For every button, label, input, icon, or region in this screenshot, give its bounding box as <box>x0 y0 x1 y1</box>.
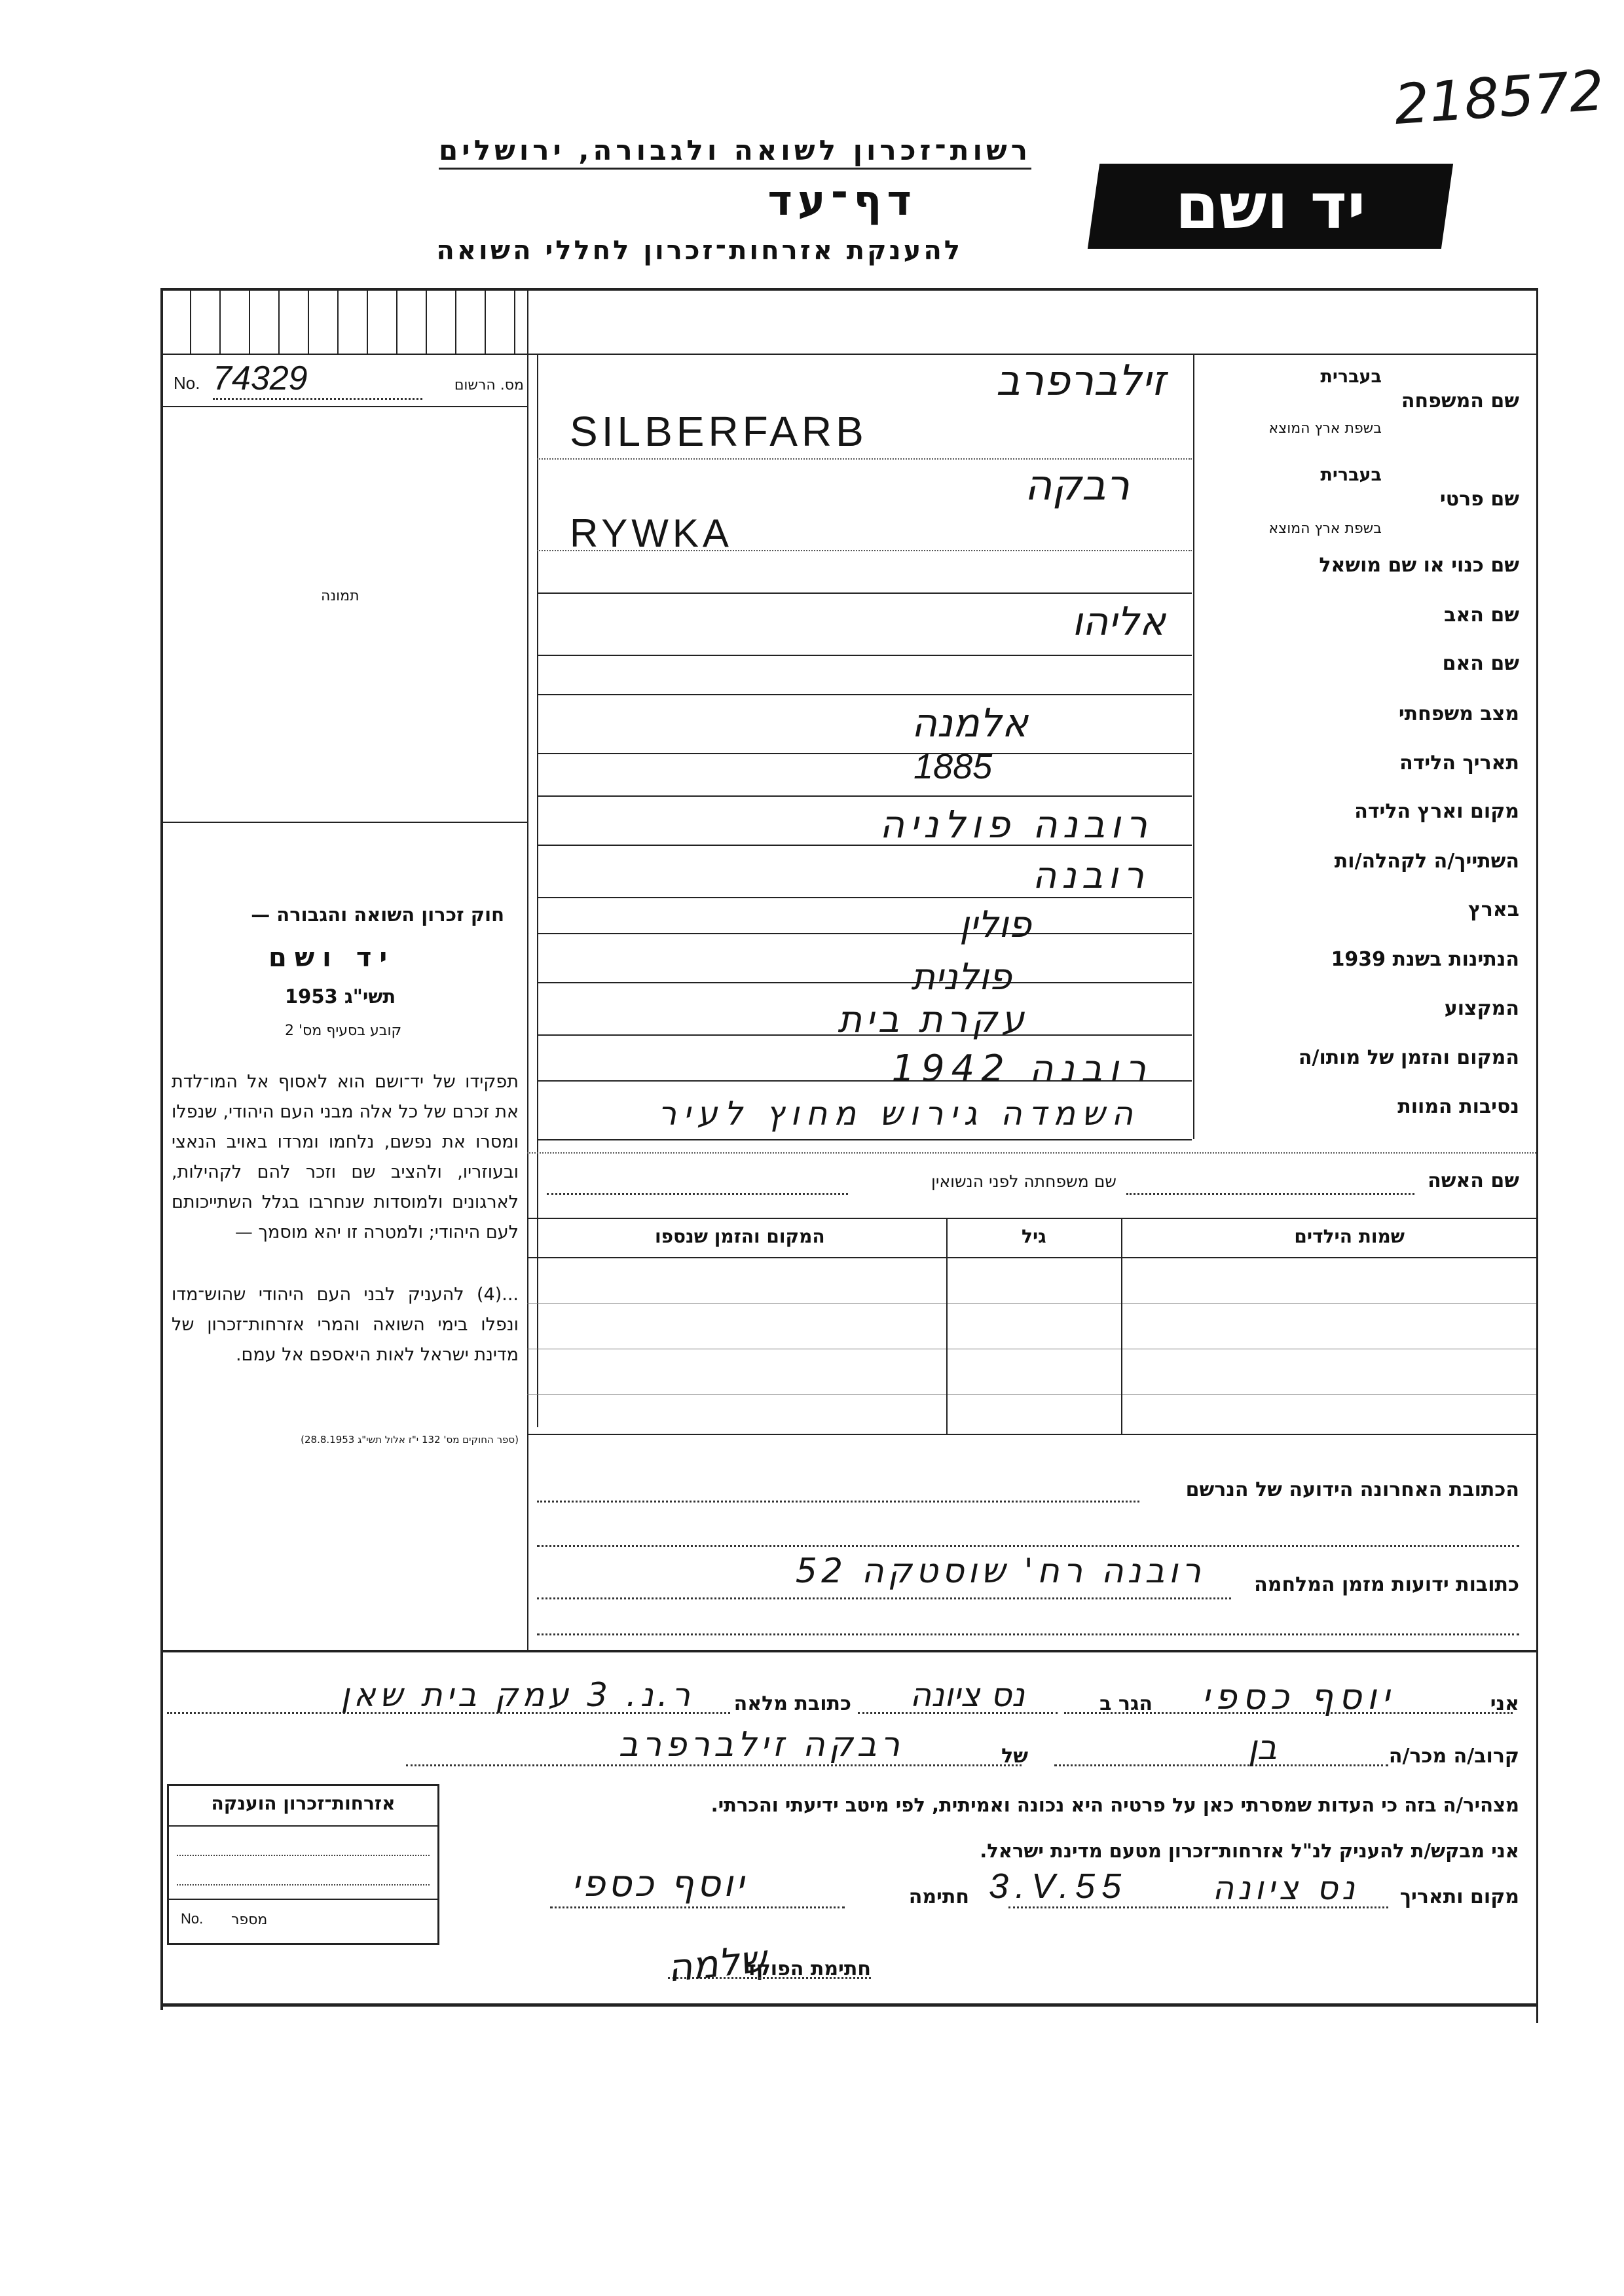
marital-label: מצב משפחתי <box>1398 702 1519 725</box>
law-title: חוק זכרון השואה והגבורה — <box>251 903 504 926</box>
relation-value: בן <box>1247 1728 1277 1768</box>
surname-hebrew-label: בעברית <box>1320 367 1382 387</box>
law-paragraph-1: תפקידו של יד־ושם הוא לאסוף אל המו־לדת את זכרם של כל אלה מבני העם היהודי, שנפלו ומסרו את נפשם, נלחמו ומרדו באויב הנאצי ובעוזריו, ולהציב שם וזכר להם לקהילות, לארגונים ולמוסדות שנחרבו בגלל השתייכותם לעם היהודי; ולמטרה זו יהא מוסמך — <box>172 1072 519 1243</box>
authority-title: רשות־זכרון לשואה ולגבורה, ירושלים <box>439 134 1031 170</box>
citizenship-label: הנתינות בשנת 1939 <box>1331 948 1519 971</box>
firstname-origin-value: RYWKA <box>570 511 733 555</box>
photo-label: תמונה <box>321 588 360 604</box>
firstname-origin-label: בשפת ארץ המוצא <box>1268 520 1382 537</box>
birthdate-label: תאריך הלידה <box>1399 752 1519 774</box>
yad-vashem-logo <box>1088 164 1453 249</box>
marital-value: אלמנה <box>911 701 1028 746</box>
surname-origin-label: בשפת ארץ המוצא <box>1268 420 1382 437</box>
surname-label: שם המשפחה <box>1401 390 1519 412</box>
grant-box-number-label: מספר <box>231 1912 268 1928</box>
law-section: קובע בסעיף מס' 2 <box>285 1023 402 1039</box>
birthplace-value: רובנה פולניה <box>879 802 1153 847</box>
logo-text: יד ושם <box>1175 170 1366 243</box>
registration-number: 74329 <box>213 359 422 400</box>
death-circumstances-label: נסיבות המוות <box>1397 1095 1519 1118</box>
death-place-label: המקום והזמן של מותו/ה <box>1298 1046 1519 1069</box>
official-signature-label: חתימת הפוקד <box>745 1958 871 1980</box>
place-date-label: מקום ותאריך <box>1399 1886 1519 1908</box>
nickname-label: שם כנוי או שם מושאל <box>1319 554 1519 577</box>
statement-1: מצהיר/ה בזה כי העדות שמסרתי כאן על פרטיה היא נכונה ואמיתית, לפי מיטב ידיעתי והכרתי. <box>710 1794 1519 1816</box>
law-paragraph-2: ...(4) להעניק לבני העם היהודי שהוש־מדו ונפלו בימי השואה והמרי אזרחות־זכרון של מדינת ישראל לאות היאספם אל עמם. <box>172 1285 519 1365</box>
of-value: רבקה זילברפרב <box>618 1725 904 1764</box>
law-name: יד ושם <box>268 943 396 973</box>
relative-label: קרוב/ה מכר/ה <box>1388 1745 1519 1768</box>
law-citation: (ספר החוקים מס' 132 י"ז אלול תשי"ג 28.8.1953) <box>301 1434 519 1446</box>
children-names-header: שמות הילדים <box>1294 1226 1405 1247</box>
mother-label: שם האם <box>1442 652 1519 675</box>
father-label: שם האב <box>1444 604 1519 627</box>
declarant-city-value: נס ציונה <box>910 1676 1025 1714</box>
grant-box-no-prefix: No. <box>181 1910 204 1927</box>
country-value: פולין <box>959 903 1031 946</box>
wife-label: שם האשה <box>1428 1169 1519 1192</box>
declarant-i-label: אני <box>1490 1692 1519 1715</box>
wartime-address-value: רובנה רח' שוסטקה 52 <box>795 1552 1205 1591</box>
official-signature: שלמה <box>665 1936 769 1991</box>
country-label: בארץ <box>1467 898 1519 921</box>
registration-no-prefix: No. <box>174 373 200 393</box>
children-age-header: גיל <box>1022 1226 1046 1247</box>
death-circumstances-value: השמדה גירוש מחוץ לעיר <box>657 1095 1139 1133</box>
law-year: תשי"ג 1953 <box>285 985 396 1008</box>
full-address-value: ר.נ. 3 עמק בית שאן <box>341 1676 694 1714</box>
last-address-label: הכתובת האחרונה הידועה של הנרשם <box>1185 1478 1519 1501</box>
wartime-address-label: כתובות ידועות מזמן המלחמה <box>1254 1573 1519 1596</box>
profession-label: המקצוע <box>1444 997 1519 1020</box>
declaration-place-value: נס ציונה <box>1212 1869 1359 1907</box>
full-address-label: כתובת מלאה <box>733 1692 851 1715</box>
resident-label: הגר ב <box>1099 1692 1153 1715</box>
archive-number: 218572 <box>1392 58 1607 137</box>
grant-box <box>167 1784 439 1945</box>
grant-box-title: אזרחות־זכרון הוענקה <box>169 1786 437 1827</box>
firstname-hebrew-value: רבקה <box>1024 462 1130 510</box>
declarant-name-value: יוסף כספי <box>1202 1676 1395 1717</box>
declarant-signature: יוסף כספי <box>571 1863 747 1905</box>
father-value: אליהו <box>1071 599 1166 645</box>
community-label: השתייך/ה לקהלה/ות <box>1334 850 1519 873</box>
firstname-hebrew-label: בעברית <box>1320 465 1382 485</box>
page-subtitle: להענקת אזרחות־זכרון לחללי השואה <box>436 236 963 266</box>
citizenship-value: פולנית <box>911 956 1012 998</box>
community-value: רובנה <box>1032 854 1149 897</box>
birthdate-value: 1885 <box>913 747 993 786</box>
statement-2: אני מבקש/ת להעניק לנ"ל אזרחות־זכרון מטעם מדינת ישראל. <box>980 1840 1519 1862</box>
of-label: של <box>1001 1745 1028 1768</box>
registration-label: מס. הרשום <box>454 377 524 393</box>
surname-hebrew-value: זילברפרב <box>995 357 1166 405</box>
declaration-date-value: 3.V.55 <box>989 1867 1128 1906</box>
birthplace-label: מקום וארץ הלידה <box>1354 800 1519 823</box>
wife-maiden-label: שם משפחתה לפני הנשואין <box>931 1172 1116 1191</box>
children-place-header: המקום והזמן שנספו <box>655 1226 825 1247</box>
page-title: דף־עד <box>767 177 917 225</box>
death-place-value: רובנה 1942 <box>891 1048 1153 1090</box>
firstname-label: שם פרטי <box>1439 488 1519 511</box>
profession-value: עקרת בית <box>838 998 1028 1041</box>
signature-label: חתימה <box>908 1886 969 1908</box>
surname-origin-value: SILBERFARB <box>570 408 868 455</box>
